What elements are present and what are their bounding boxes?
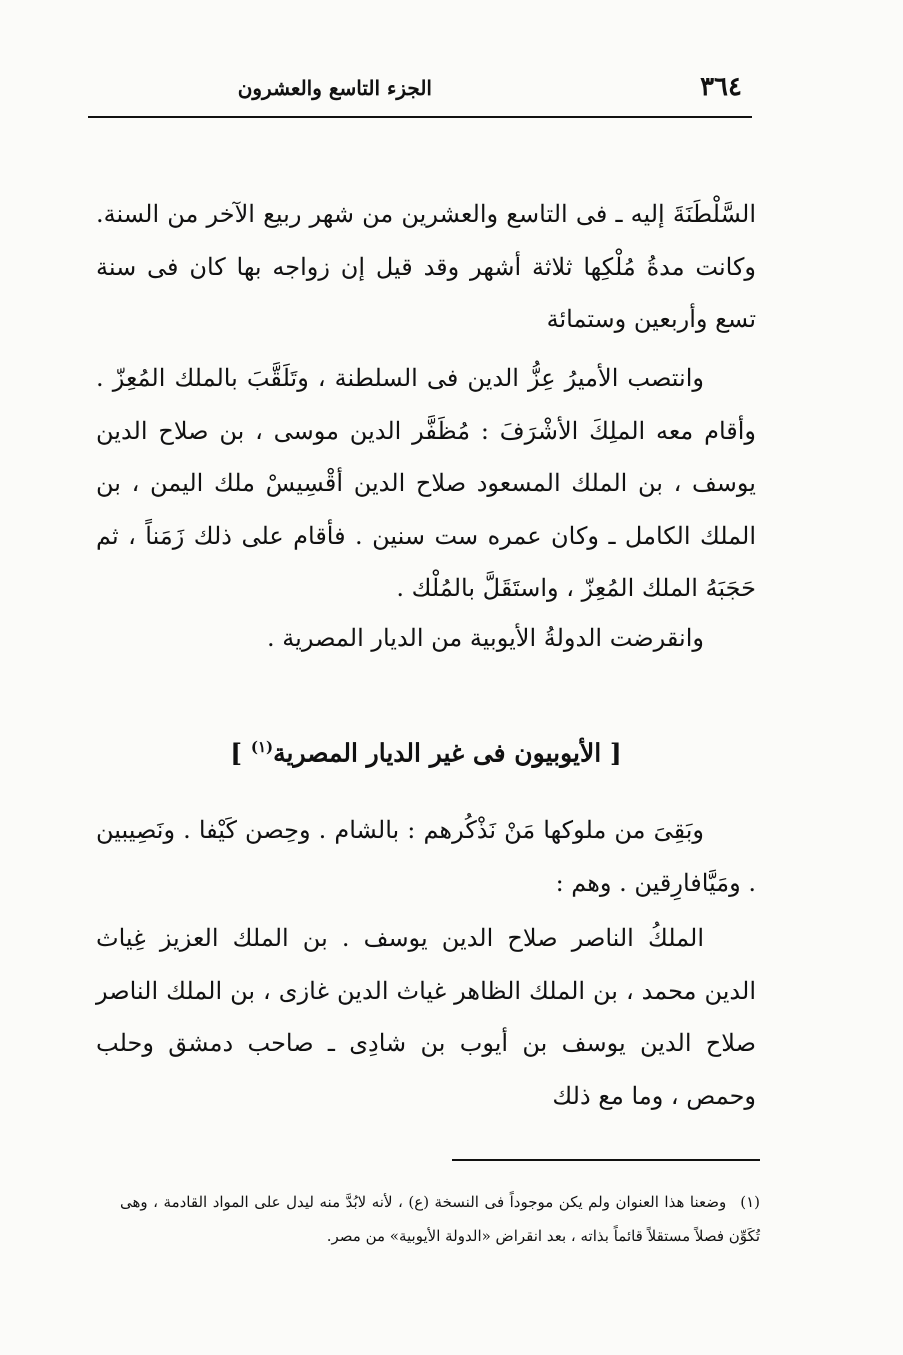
page-header (88, 68, 752, 120)
footnote-rule (452, 1159, 760, 1161)
paragraph-dynasty-end: وانقرضت الدولةُ الأيوبية من الديار المصرية . (267, 624, 704, 652)
paragraph-al-nasir: الملكُ الناصر صلاح الدين يوسف . بن الملك العزيز غِياث الدين محمد ، بن الملك الظاهر غياث الدين غازى ، بن الملك الناصر صلاح الدين يوسف بن أيوب بن شادِى ـ صاحب دمشق وحلب وحمص ، وما مع ذلك (96, 924, 756, 1110)
paragraph-remaining-kings: وبَقِىَ من ملوكها مَنْ نَذْكُرهم : بالشام . وحِصن كَيْفا . ونَصِيبين . ومَيَّافارِقين . وهم : (96, 816, 756, 897)
paragraph-reign-end: السَّلْطَنَةَ إليه ـ فى التاسع والعشرين من شهر ربيع الآخر من السنة. وكانت مدةُ مُلْكِها ثلاثة أشهر وقد قيل إن زواجه بها كان فى سنة تسع وأربعين وستمائة (96, 200, 756, 333)
footnote (120, 1185, 760, 1253)
page-number: ٣٦٤ (700, 72, 742, 102)
section-heading-bracket: ] (230, 738, 251, 768)
paragraph-sultanate: وانتصب الأميرُ عِزُّ الدين فى السلطنة ، وتَلَقَّبَ بالملك المُعِزّ . وأقام معه الملِكَ الأشْرَفَ : مُظَفَّر الدين موسى ، بن صلاح الدين يوسف ، بن الملك المسعود صلاح الدين أقْسِيسْ ملك اليمن ، بن الملك الكامل ـ وكان عمره ست سنين . فأقام على ذلك زَمَناً ، ثم حَجَبَهُ الملك المُعِزّ ، واستَقَلَّ بالمُلْك . (96, 364, 756, 602)
footnote-marker: (١) (740, 1193, 760, 1211)
running-title: الجزء التاسع والعشرون (237, 76, 432, 100)
section-heading (96, 738, 756, 767)
footnote-text: وضعنا هذا العنوان ولم يكن موجوداً فى النسخة (ع) ، لأنه لابُدَّ منه ليدل على المواد القادمة ، وهى تُكَوِّن فصلاً مستقلاً قائماً بذاته ، بعد انقراض «الدولة الأيوبية» من مصر. (120, 1193, 760, 1245)
header-rule (88, 116, 752, 118)
section-heading-text: [ الأيوبيون فى غير الديار المصرية (273, 738, 622, 768)
footnote-reference: (١) (250, 738, 274, 756)
